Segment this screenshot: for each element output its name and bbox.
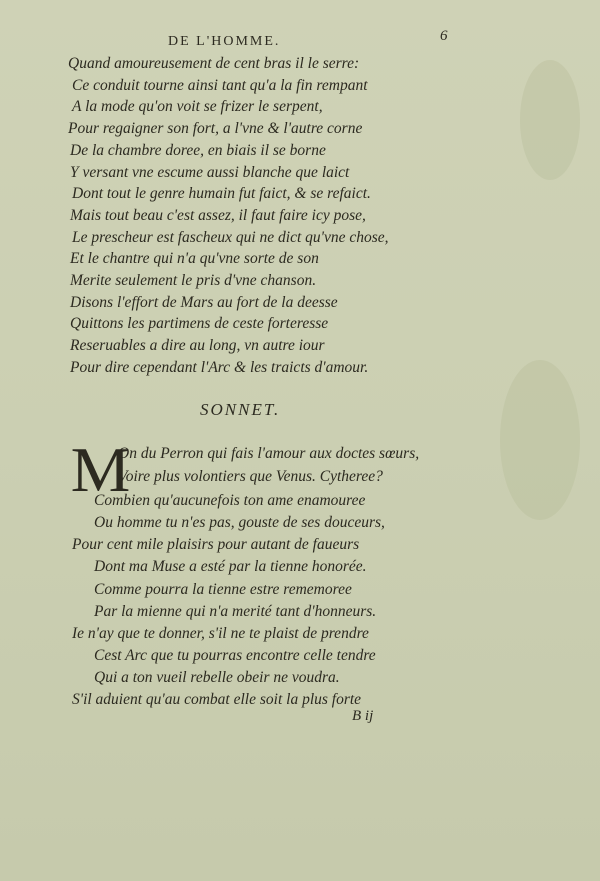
poem-line: Y versant vne escume aussi blanche que laict [70, 164, 350, 181]
sonnet-line: Ou homme tu n'es pas, gouste de ses douceurs, [94, 514, 385, 531]
poem-line: A la mode qu'on voit se frizer le serpent, [72, 98, 323, 115]
poem-line: Dont tout le genre humain fut faict, & se refaict. [72, 185, 371, 202]
poem-line: Pour dire cependant l'Arc & les traicts d'amour. [70, 359, 369, 376]
drop-capital: M [70, 434, 131, 505]
poem-line: De la chambre doree, en biais il se borne [70, 142, 326, 159]
sonnet-line: Qui a ton vueil rebelle obeir ne voudra. [94, 669, 340, 686]
sonnet-line: Comme pourra la tienne estre rememoree [94, 581, 352, 598]
sonnet-line: Dont ma Muse a esté par la tienne honorée. [94, 558, 367, 575]
poem-line: Mais tout beau c'est assez, il faut faire icy pose, [70, 207, 366, 224]
poem-line: Disons l'effort de Mars au fort de la deesse [70, 294, 338, 311]
sonnet-line: Ie n'ay que te donner, s'il ne te plaist de prendre [72, 625, 369, 642]
running-head: DE L'HOMME. [168, 34, 281, 49]
sonnet-title: SONNET. [200, 400, 281, 419]
sonnet-line: On du Perron qui fais l'amour aux doctes sœurs, [118, 445, 420, 462]
poem-line: Et le chantre qui n'a qu'vne sorte de son [70, 250, 319, 267]
sonnet-line: Pour cent mile plaisirs pour autant de faueurs [72, 536, 360, 553]
paper-stain [520, 60, 580, 180]
page-number: 6 [440, 28, 448, 44]
poem-line: Quand amoureusement de cent bras il le serre: [68, 55, 360, 72]
sonnet-line: S'il aduient qu'au combat elle soit la plus forte [72, 691, 362, 708]
poem-line: Ce conduit tourne ainsi tant qu'a la fin rempant [72, 77, 368, 94]
sonnet-line: Voire plus volontiers que Venus. Cytheree? [118, 468, 383, 485]
poem-line: Reseruables a dire au long, vn autre iour [70, 337, 325, 354]
sonnet-line: Combien qu'aucunefois ton ame enamouree [94, 492, 366, 509]
poem-line: Pour regaigner son fort, a l'vne & l'autre corne [68, 120, 363, 137]
sonnet-line: Cest Arc que tu pourras encontre celle tendre [94, 647, 376, 664]
signature-mark: B ij [352, 708, 374, 724]
poem-line: Merite seulement le pris d'vne chanson. [70, 272, 317, 289]
poem-line: Le prescheur est fascheux qui ne dict qu'vne chose, [72, 229, 389, 246]
poem-line: Quittons les partimens de ceste forteresse [70, 315, 329, 332]
paper-stain [500, 360, 580, 520]
sonnet-line: Par la mienne qui n'a merité tant d'honneurs. [94, 603, 377, 620]
